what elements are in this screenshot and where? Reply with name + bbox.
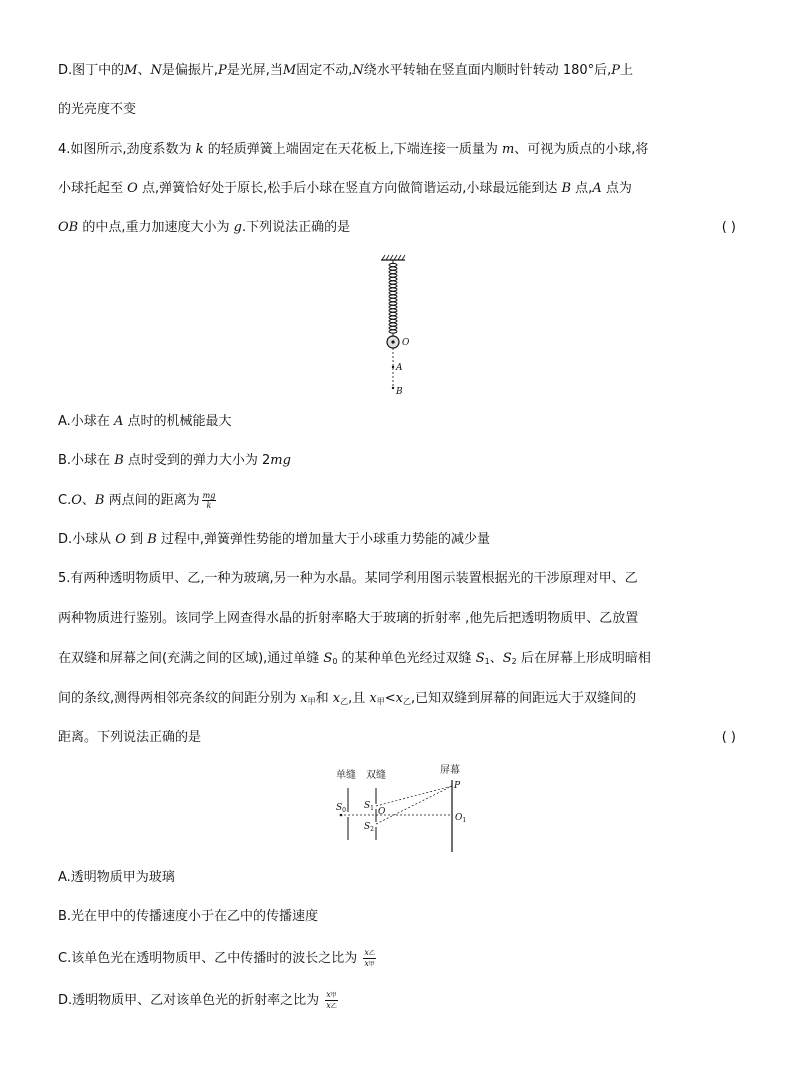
label-p: P — [454, 781, 461, 791]
q3-option-d-line2: 的光亮度不变 — [58, 102, 137, 117]
q4-spring-figure — [372, 252, 422, 400]
q4-option-c: C.O、B 两点间的距离为 $\frac{mg}{k}$ — [58, 491, 216, 510]
q5-answer-bracket: ( ) — [721, 730, 736, 745]
label-single-slit: 单缝 — [336, 770, 356, 781]
label-b: B — [396, 387, 403, 397]
q5-stem-line4: 间的条纹,测得两相邻亮条纹的间距分别为 $x_甲$和 $x_乙$,且 $x_甲<x_乙$,已知双缝到屏幕的间距远大于双缝间的 — [58, 691, 637, 706]
q5-stem-line5: 距离。下列说法正确的是 — [58, 730, 202, 745]
label-o1: $O_1$ — [455, 813, 467, 824]
point-a-dot — [392, 366, 394, 368]
q3-option-d-line1: D.图丁中的M、N是偏振片,P是光屏,当M固定不动,N绕水平转轴在竖直面内顺时针转动 180°后,P上 — [58, 63, 634, 78]
q4-option-b: B.小球在 B 点时受到的弹力大小为 2mg — [58, 453, 291, 468]
label-double-slit: 双缝 — [366, 770, 386, 781]
ball-center-dot — [391, 340, 394, 343]
q4-answer-bracket: ( ) — [721, 220, 736, 235]
spring-coil — [389, 260, 397, 336]
fraction-mg-over-k: $\frac{mg}{k}$ — [202, 491, 216, 510]
fraction-x-jia-over-x-yi: $\frac{\text{x甲}}{\text{x乙}}$ — [326, 990, 337, 1010]
label-s2: $S_2$ — [364, 822, 374, 833]
q5-stem-line3: 在双缝和屏幕之间(充满之间的区域),通过单缝 $S_0$ 的某种单色光经过双缝 $S_1$、$S_2$ 后在屏幕上形成明暗相 — [58, 651, 651, 666]
q4-stem-line1: 4.如图所示,劲度系数为 k 的轻质弹簧上端固定在天花板上,下端连接一质量为 m、可视为质点的小球,将 — [58, 142, 649, 157]
ray-s1-p — [376, 786, 452, 806]
q5-stem-line1: 5.有两种透明物质甲、乙,一种为玻璃,另一种为水晶。某同学利用图示装置根据光的干涉原理对甲、乙 — [58, 571, 638, 586]
label-s1: $S_1$ — [364, 801, 374, 812]
label-a: A — [396, 363, 403, 373]
s0-dot — [340, 814, 343, 817]
q5-option-d: D.透明物质甲、乙对该单色光的折射率之比为 $\frac{\text{x甲}}{\text{x乙}}$ — [58, 990, 337, 1010]
q5-option-a: A.透明物质甲为玻璃 — [58, 870, 175, 885]
q5-option-c: C.该单色光在透明物质甲、乙中传播时的波长之比为 $\frac{\text{x乙}}{\text{x甲}}$ — [58, 948, 375, 968]
label-s0: $S_0$ — [336, 803, 346, 814]
label-o: O — [402, 338, 410, 348]
point-b-dot — [392, 387, 394, 389]
q4-stem-line3: OB 的中点,重力加速度大小为 g.下列说法正确的是 — [58, 220, 351, 235]
label-o: O — [378, 807, 386, 817]
q5-double-slit-figure — [328, 760, 478, 856]
fraction-x-yi-over-x-jia: $\frac{\text{x乙}}{\text{x甲}}$ — [364, 948, 375, 968]
q5-option-b: B.光在甲中的传播速度小于在乙中的传播速度 — [58, 909, 319, 924]
q5-stem-line2: 两种物质进行鉴别。该同学上网查得水晶的折射率略大于玻璃的折射率 ,他先后把透明物质甲、乙放置 — [58, 611, 639, 626]
q4-option-d: D.小球从 O 到 B 过程中,弹簧弹性势能的增加量大于小球重力势能的减少量 — [58, 532, 491, 547]
q4-stem-line2: 小球托起至 O 点,弹簧恰好处于原长,松手后小球在竖直方向做简谐运动,小球最远能到达 B 点,A 点为 — [58, 181, 632, 196]
q4-option-a: A.小球在 A 点时的机械能最大 — [58, 414, 232, 429]
ceiling-hatch — [381, 255, 405, 260]
ray-s2-p — [376, 786, 452, 824]
label-screen: 屏幕 — [440, 765, 460, 776]
